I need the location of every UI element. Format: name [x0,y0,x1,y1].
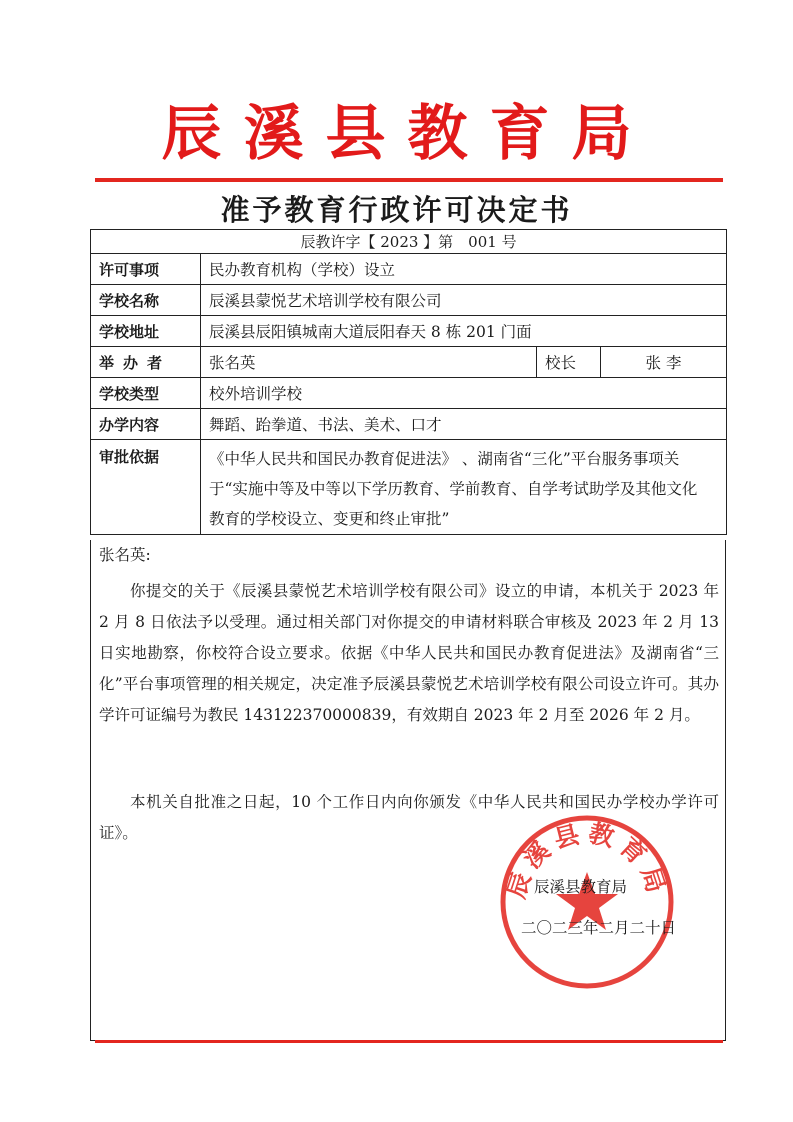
issue-date: 二〇二三年二月二十日 [521,919,677,937]
salutation: 张名英: [99,546,151,564]
agency-title: 辰溪县教育局 [161,99,654,169]
content-value: 舞蹈、跆拳道、书法、美术、口才 [201,409,727,440]
school-name-value: 辰溪县蒙悦艺术培训学校有限公司 [201,285,727,316]
school-type-label: 学校类型 [91,378,201,409]
row-school-address [91,316,727,347]
permit-form-table [90,229,727,535]
content-label: 办学内容 [91,409,201,440]
basis-value: 《中华人民共和国民办教育促进法》 、湖南省“三化”平台服务事项关于“实施中等及中等以下学历教育、学前教育、自学考试助学及其他文化教育的学校设立、变更和终止审批” [201,440,727,535]
seal-text: 辰溪县教育局 [501,818,673,902]
school-address-label: 学校地址 [91,316,201,347]
issuer-name: 辰溪县教育局 [534,878,628,896]
school-type-value: 校外培训学校 [201,378,727,409]
red-divider [95,178,723,182]
school-address-value: 辰溪县辰阳镇城南大道辰阳春天 8 栋 201 门面 [201,316,727,347]
row-school-name [91,285,727,316]
bottom-red-divider [95,1040,723,1043]
document-title: 准予教育行政许可决定书 [220,193,573,227]
permit-item-value: 民办教育机构（学校）设立 [201,254,727,285]
principal-label: 校长 [537,347,601,378]
school-name-label: 学校名称 [91,285,201,316]
sponsor-value: 张名英 [201,347,537,378]
decision-body [90,540,726,1041]
row-permit-item [91,254,727,285]
basis-label: 审批依据 [91,440,201,535]
row-sponsor [91,347,727,378]
decision-paragraph-1: 你提交的关于《辰溪县蒙悦艺术培训学校有限公司》设立的申请，本机关于 2023 年 2 月 8 日依法予以受理。通过相关部门对你提交的申请材料联合审核及 2023 年 2 月 13 日实地勘察，你校符合设立要求。依据《中华人民共和国民办教育促进法》及湖南省“三化”平台事项管理的相关规定，决定准予辰溪县蒙悦艺术培训学校有限公司设立许可。其办学许可证编号为教民 143122370000839，有效期自 2023 年 2 月至 2026 年 2 月。 [99,582,719,724]
row-basis [91,440,727,535]
document-number: 辰教许字【 2023 】第 001 号 [91,230,727,254]
principal-value: 张 李 [601,347,727,378]
permit-item-label: 许可事项 [91,254,201,285]
official-seal [497,812,677,992]
decision-paragraph-2: 本机关自批准之日起，10 个工作日内向你颁发《中华人民共和国民办学校办学许可证》。 [99,793,719,842]
row-content [91,409,727,440]
row-school-type [91,378,727,409]
sponsor-label: 举办者 [91,347,201,378]
